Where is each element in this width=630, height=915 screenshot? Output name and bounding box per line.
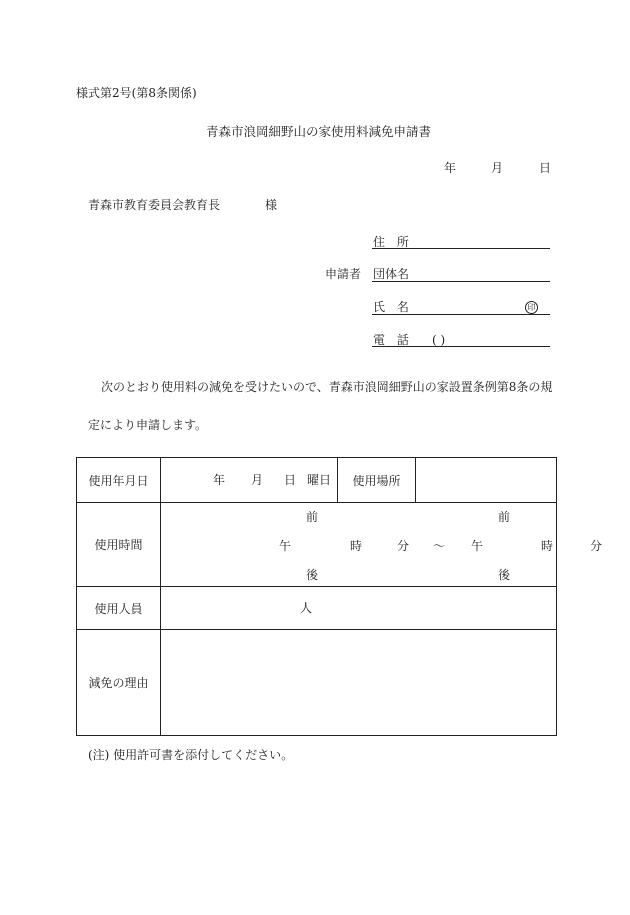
start-pm: 後	[306, 568, 319, 582]
users-row	[77, 587, 557, 630]
reason-cell[interactable]	[161, 630, 557, 736]
users-cell[interactable]	[161, 587, 557, 630]
end-am: 前	[498, 510, 511, 524]
users-unit: 人	[300, 601, 313, 615]
start-am: 前	[306, 510, 319, 524]
request-text-line2: 定により申請します。	[88, 418, 208, 432]
use-date-day: 日	[284, 473, 297, 487]
start-minute: 分	[397, 539, 410, 553]
start-noon: 午	[279, 539, 292, 553]
date-month-label: 月	[491, 161, 504, 175]
use-date-row	[77, 458, 557, 503]
request-text-line1: 次のとおり使用料の減免を受けたいので、青森市浪岡細野山の家設置条例第8条の規	[101, 380, 553, 394]
form-number: 様式第2号(第8条関係)	[76, 86, 197, 100]
use-date-month: 月	[251, 473, 264, 487]
name-field[interactable]	[372, 314, 550, 315]
usage-form-table	[76, 457, 603, 736]
addressee-honorific: 様	[265, 198, 278, 212]
end-noon: 午	[471, 539, 484, 553]
use-place-label: 使用場所	[338, 458, 416, 503]
end-hour: 時	[541, 539, 554, 553]
group-name-field[interactable]	[372, 281, 550, 282]
use-time-label: 使用時間	[77, 503, 161, 587]
applicant-label: 申請者	[325, 267, 362, 281]
users-label: 使用人員	[77, 587, 161, 630]
addressee-name: 青森市教育委員会教育長	[88, 198, 221, 212]
phone-parens: ( )	[432, 333, 446, 347]
end-minute: 分	[590, 539, 603, 553]
end-pm: 後	[498, 568, 511, 582]
seal-icon: 印	[525, 301, 538, 314]
phone-field[interactable]	[372, 346, 550, 347]
name-label: 氏 名	[373, 300, 413, 314]
address-label: 住 所	[373, 235, 413, 249]
use-place-cell[interactable]	[416, 458, 557, 503]
date-day-label: 日	[539, 161, 552, 175]
use-date-year: 年	[213, 473, 226, 487]
reason-row	[77, 630, 557, 736]
attachment-note: (注) 使用許可書を添付してください。	[88, 748, 294, 762]
use-date-cell[interactable]	[161, 458, 338, 503]
phone-label: 電 話	[373, 333, 413, 347]
group-name-label: 団体名	[373, 267, 410, 281]
address-field[interactable]	[372, 248, 550, 249]
document-title: 青森市浪岡細野山の家使用料減免申請書	[206, 124, 432, 139]
date-year-label: 年	[444, 161, 457, 175]
use-date-label: 使用年月日	[77, 458, 161, 503]
start-hour: 時	[350, 539, 363, 553]
use-time-row	[77, 503, 557, 587]
use-time-cell[interactable]	[161, 503, 603, 587]
reason-label: 減免の理由	[77, 630, 161, 736]
use-date-weekday: 曜日	[307, 473, 332, 487]
time-range-tilde: ～	[433, 539, 446, 553]
